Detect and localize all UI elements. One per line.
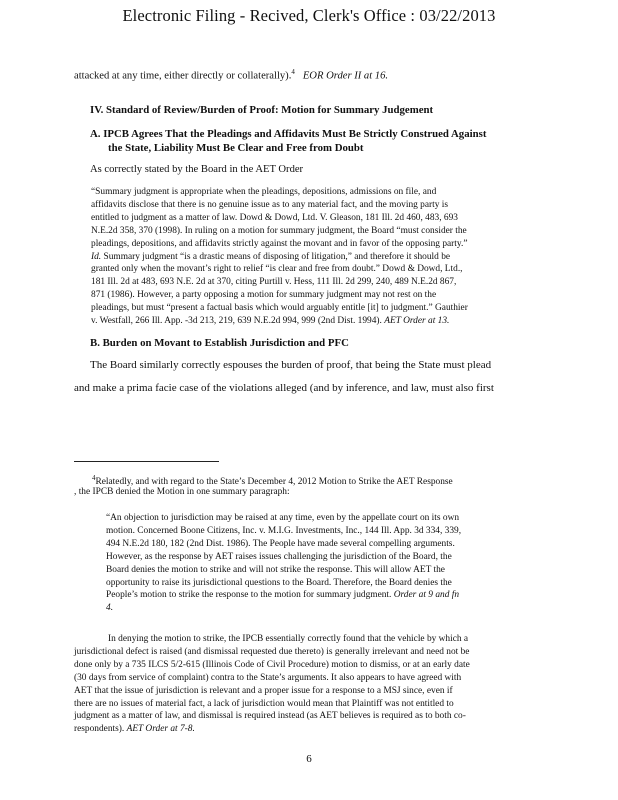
fn-para-line: jurisdictional defect is raised (and dismissal requested due thereto) is generally irrelevant and need not be [74,646,470,657]
quote-line: 871 (1986). However, a party opposing a motion for summary judgment may not rest on the [91,290,437,301]
section-iv-heading: IV. Standard of Review/Burden of Proof: Motion for Summary Judgement [90,104,434,116]
quote-line-id [91,251,525,264]
quote-line: v. Westfall, 266 Ill. App. -3d 213, 219, 639 N.E.2d 994, 999 (2nd Dist. 1994). [91,316,382,327]
subsection-b-heading: B. Burden on Movant to Establish Jurisdiction and PFC [90,337,349,349]
fn-quote-line: motion. Concerned Boone Citizens, Inc. v. M.I.G. Investments, Inc., 144 Ill. App. 3d 334, 339, [106,525,462,536]
para-b-line2: and make a prima facie case of the violations alleged (and by inference, and law, must also first [74,382,494,394]
footnote-separator [74,461,219,462]
quote-line: affidavits disclose that there is no genuine issue as to any material fact, and the moving party is [91,199,449,210]
fn-para-line-last [74,723,560,736]
fn-quote-line: “An objection to jurisdiction may be raised at any time, even by the appellate court on its own [106,513,460,523]
footnote-paragraph [74,633,560,736]
fn-para-line: In denying the motion to strike, the IPCB essentially correctly found that the vehicle by which a [108,634,469,644]
fn-quote-line: People’s motion to strike the response to the motion for summary judgment. [106,590,392,601]
para-b-line1: The Board similarly correctly espouses the burden of proof, that being the State must plead [90,359,492,371]
quote-id-cite: Id. [91,251,102,262]
fn-quote-line: Board denies the motion to strike and will not strike the response. This will allow AET the [106,564,445,575]
fn-para-line: (30 days from service of complaint) contra to the State’s arguments. It also appears to have agreed with [74,672,462,683]
quote-line: pleadings, depositions, and affidavits strictly against the movant and in favor of the opposing party.” [91,238,468,249]
page-number: 6 [306,753,312,765]
fn-quote-cite-cont: 4. [106,603,114,614]
fn-quote-line-last [106,589,546,602]
quote-line: entitled to judgment as a matter of law. Dowd & Dowd, Ltd. V. Gleason, 181 Ill. 2d 460, 483, 693 [91,212,458,223]
fn-para-line: judgment as a matter of law, and dismissal is required instead (as AET believes is required as to both co- [74,711,466,722]
quote-line: N.E.2d 358, 370 (1998). In ruling on a motion for summary judgment, the Board “must consider the [91,225,467,236]
fn-para-line: respondents). [74,724,125,735]
footnote-text: Relatedly, and with regard to the State’s December 4, 2012 Motion to Strike the AET Response [95,477,453,488]
footnote-mark-4: 4 [92,474,96,482]
subsection-a-heading-line2: the State, Liability Must Be Clear and Free from Doubt [108,142,364,154]
quote-line: pleadings, but must “present a factual basis which would arguably entitle [it] to judgment.” Gauthier [91,303,468,314]
continuation-line [74,66,548,83]
fn-quote-line: However, as the response by AET raises issues challenging the jurisdiction of the Board, the [106,551,452,562]
intro-sentence: As correctly stated by the Board in the AET Order [90,164,304,175]
quote-cite: AET Order at 13. [384,316,450,327]
fn-para-line: done only by a 735 ILCS 5/2-615 (Illinois Code of Civil Procedure) motion to dismiss, or at an early date [74,659,470,670]
continuation-text: attacked at any time, either directly or collaterally). [74,70,292,82]
fn-para-line: there are no issues of material fact, a lack of jurisdiction would mean that Plaintiff was not entitled to [74,698,454,709]
footnote-line2: , the IPCB denied the Motion in one summary paragraph: [74,487,290,497]
fn-quote-line: opportunity to raise its jurisdictional questions to the Board. Therefore, the Board denies the [106,577,452,588]
fn-quote-cite: Order at 9 and fn [393,590,460,601]
quote-line: 181 Ill. 2d at 483, 693 N.E. 2d at 370, citing Purtill v. Hess, 111 Ill. 2d 299, 240, 489 N.E.2d 867, [91,277,457,288]
fn-quote-line: 494 N.E.2d 180, 182 (2nd Dist. 1986). The People have made several compelling arguments. [106,538,455,549]
quote-line: Summary judgment “is a drastic means of disposing of litigation,” and therefore it should be [103,251,451,262]
quote-line-last [91,315,525,328]
footnote-quote [106,512,546,615]
subsection-a-heading-line1: A. IPCB Agrees That the Pleadings and Affidavits Must Be Strictly Construed Against [90,128,487,140]
fn-para-line: AET that the issue of jurisdiction is relevant and a proper issue for a response to a MSJ since, even if [74,685,453,696]
summary-judgment-quote [91,186,525,328]
filing-stamp-header: Electronic Filing - Recived, Clerk's Office : 03/22/2013 [122,6,496,25]
quote-line: granted only when the movant’s right to relief “is clear and free from doubt.” Dowd & Dowd, Ltd., [91,264,463,275]
continuation-cite: EOR Order II at 16. [302,70,389,82]
fn-para-cite: AET Order at 7-8. [126,724,195,735]
quote-line: “Summary judgment is appropriate when the pleadings, depositions, admissions on file, and [91,187,437,197]
footnote-ref-4: 4 [291,68,295,76]
